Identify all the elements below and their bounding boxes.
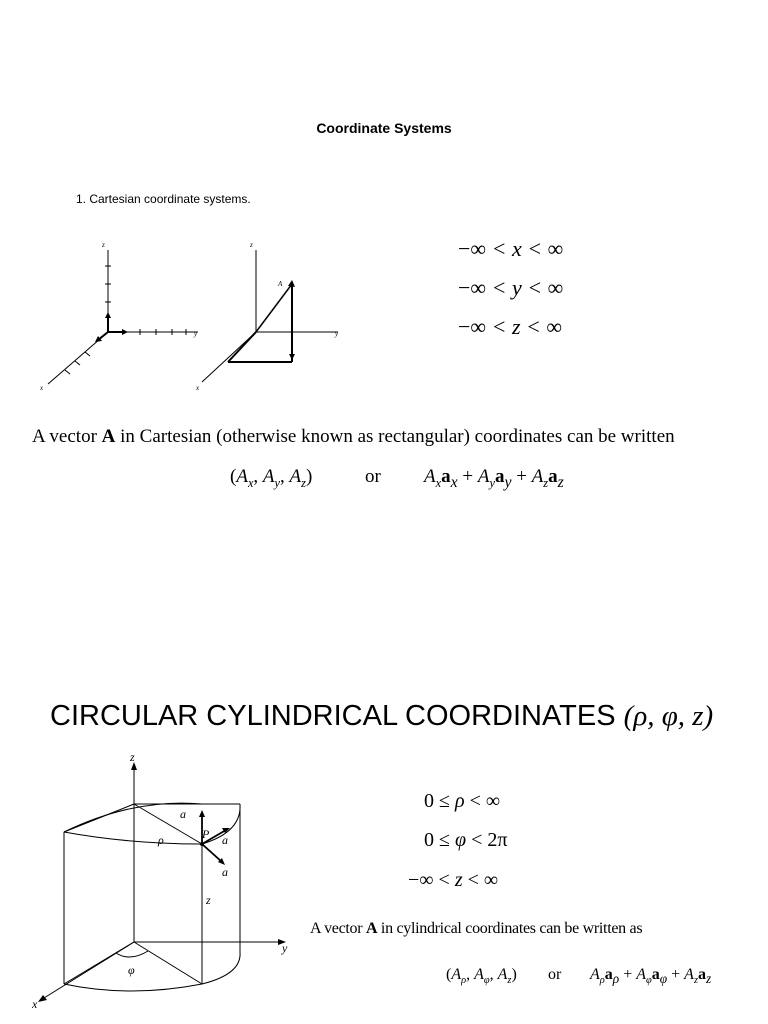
cartesian-sum-form: $A_xa_x + A_ya_y + A_za_z$: [424, 466, 564, 491]
cyl-range-z: −∞ < z < ∞: [408, 869, 499, 891]
cartesian-or: or: [365, 466, 381, 487]
cylindrical-heading: CIRCULAR CYLINDRICAL COORDINATES (ρ, φ, z): [50, 700, 714, 732]
cartesian-description: A vector A in Cartesian (otherwise known as rectangular) coordinates can be written: [32, 426, 675, 447]
cartesian-tuple-form: ($A_x$, $A_y$, $A_z$): [230, 466, 313, 490]
cyl-sum-form: $A_\rho a_\rho + A_\varphi a_\varphi + A_za_z$: [590, 966, 712, 987]
cart-z-label: z: [102, 241, 105, 249]
cyl-x-label: x: [32, 997, 38, 1011]
cyl-az-label: a: [180, 807, 186, 821]
cyl-z-label: z: [130, 752, 135, 764]
cart2-y-label: y: [335, 330, 339, 338]
cart2-x-label: x: [196, 384, 200, 392]
cyl-point-label: P: [202, 827, 210, 841]
cyl-zlen-label: z: [206, 893, 211, 907]
cyl-or: or: [548, 966, 562, 983]
cyl-range-phi: 0 ≤ φ < 2π: [424, 829, 508, 851]
cart-x-label: x: [40, 384, 44, 392]
cyl-aphi-label: a: [222, 833, 228, 847]
cyl-ap-label: a: [222, 865, 228, 879]
cyl-rho-label: ρ: [158, 833, 164, 847]
cyl-phi-label: φ: [128, 963, 135, 977]
cart-vector-label: A: [278, 280, 283, 288]
cyl-range-rho: 0 ≤ ρ < ∞: [424, 790, 501, 812]
page-title: Coordinate Systems: [316, 120, 452, 136]
cart-y-label: y: [194, 330, 198, 338]
cylindrical-description: A vector A in cylindrical coordinates can be written as: [310, 920, 643, 937]
list-item-cartesian: 1. Cartesian coordinate systems.: [76, 192, 251, 206]
cartesian-range-z: −∞ < z < ∞: [458, 314, 563, 339]
cartesian-axes-figure: [30, 236, 375, 396]
cartesian-range-y: −∞ < y < ∞: [458, 275, 564, 300]
cart2-z-label: z: [250, 241, 253, 249]
cartesian-range-x: −∞ < x < ∞: [458, 236, 564, 261]
cylindrical-figure: [30, 752, 300, 1014]
cyl-y-label: y: [282, 941, 288, 955]
cyl-tuple-form: ($A_\rho$, $A_\varphi$, $A_z$): [446, 966, 517, 987]
